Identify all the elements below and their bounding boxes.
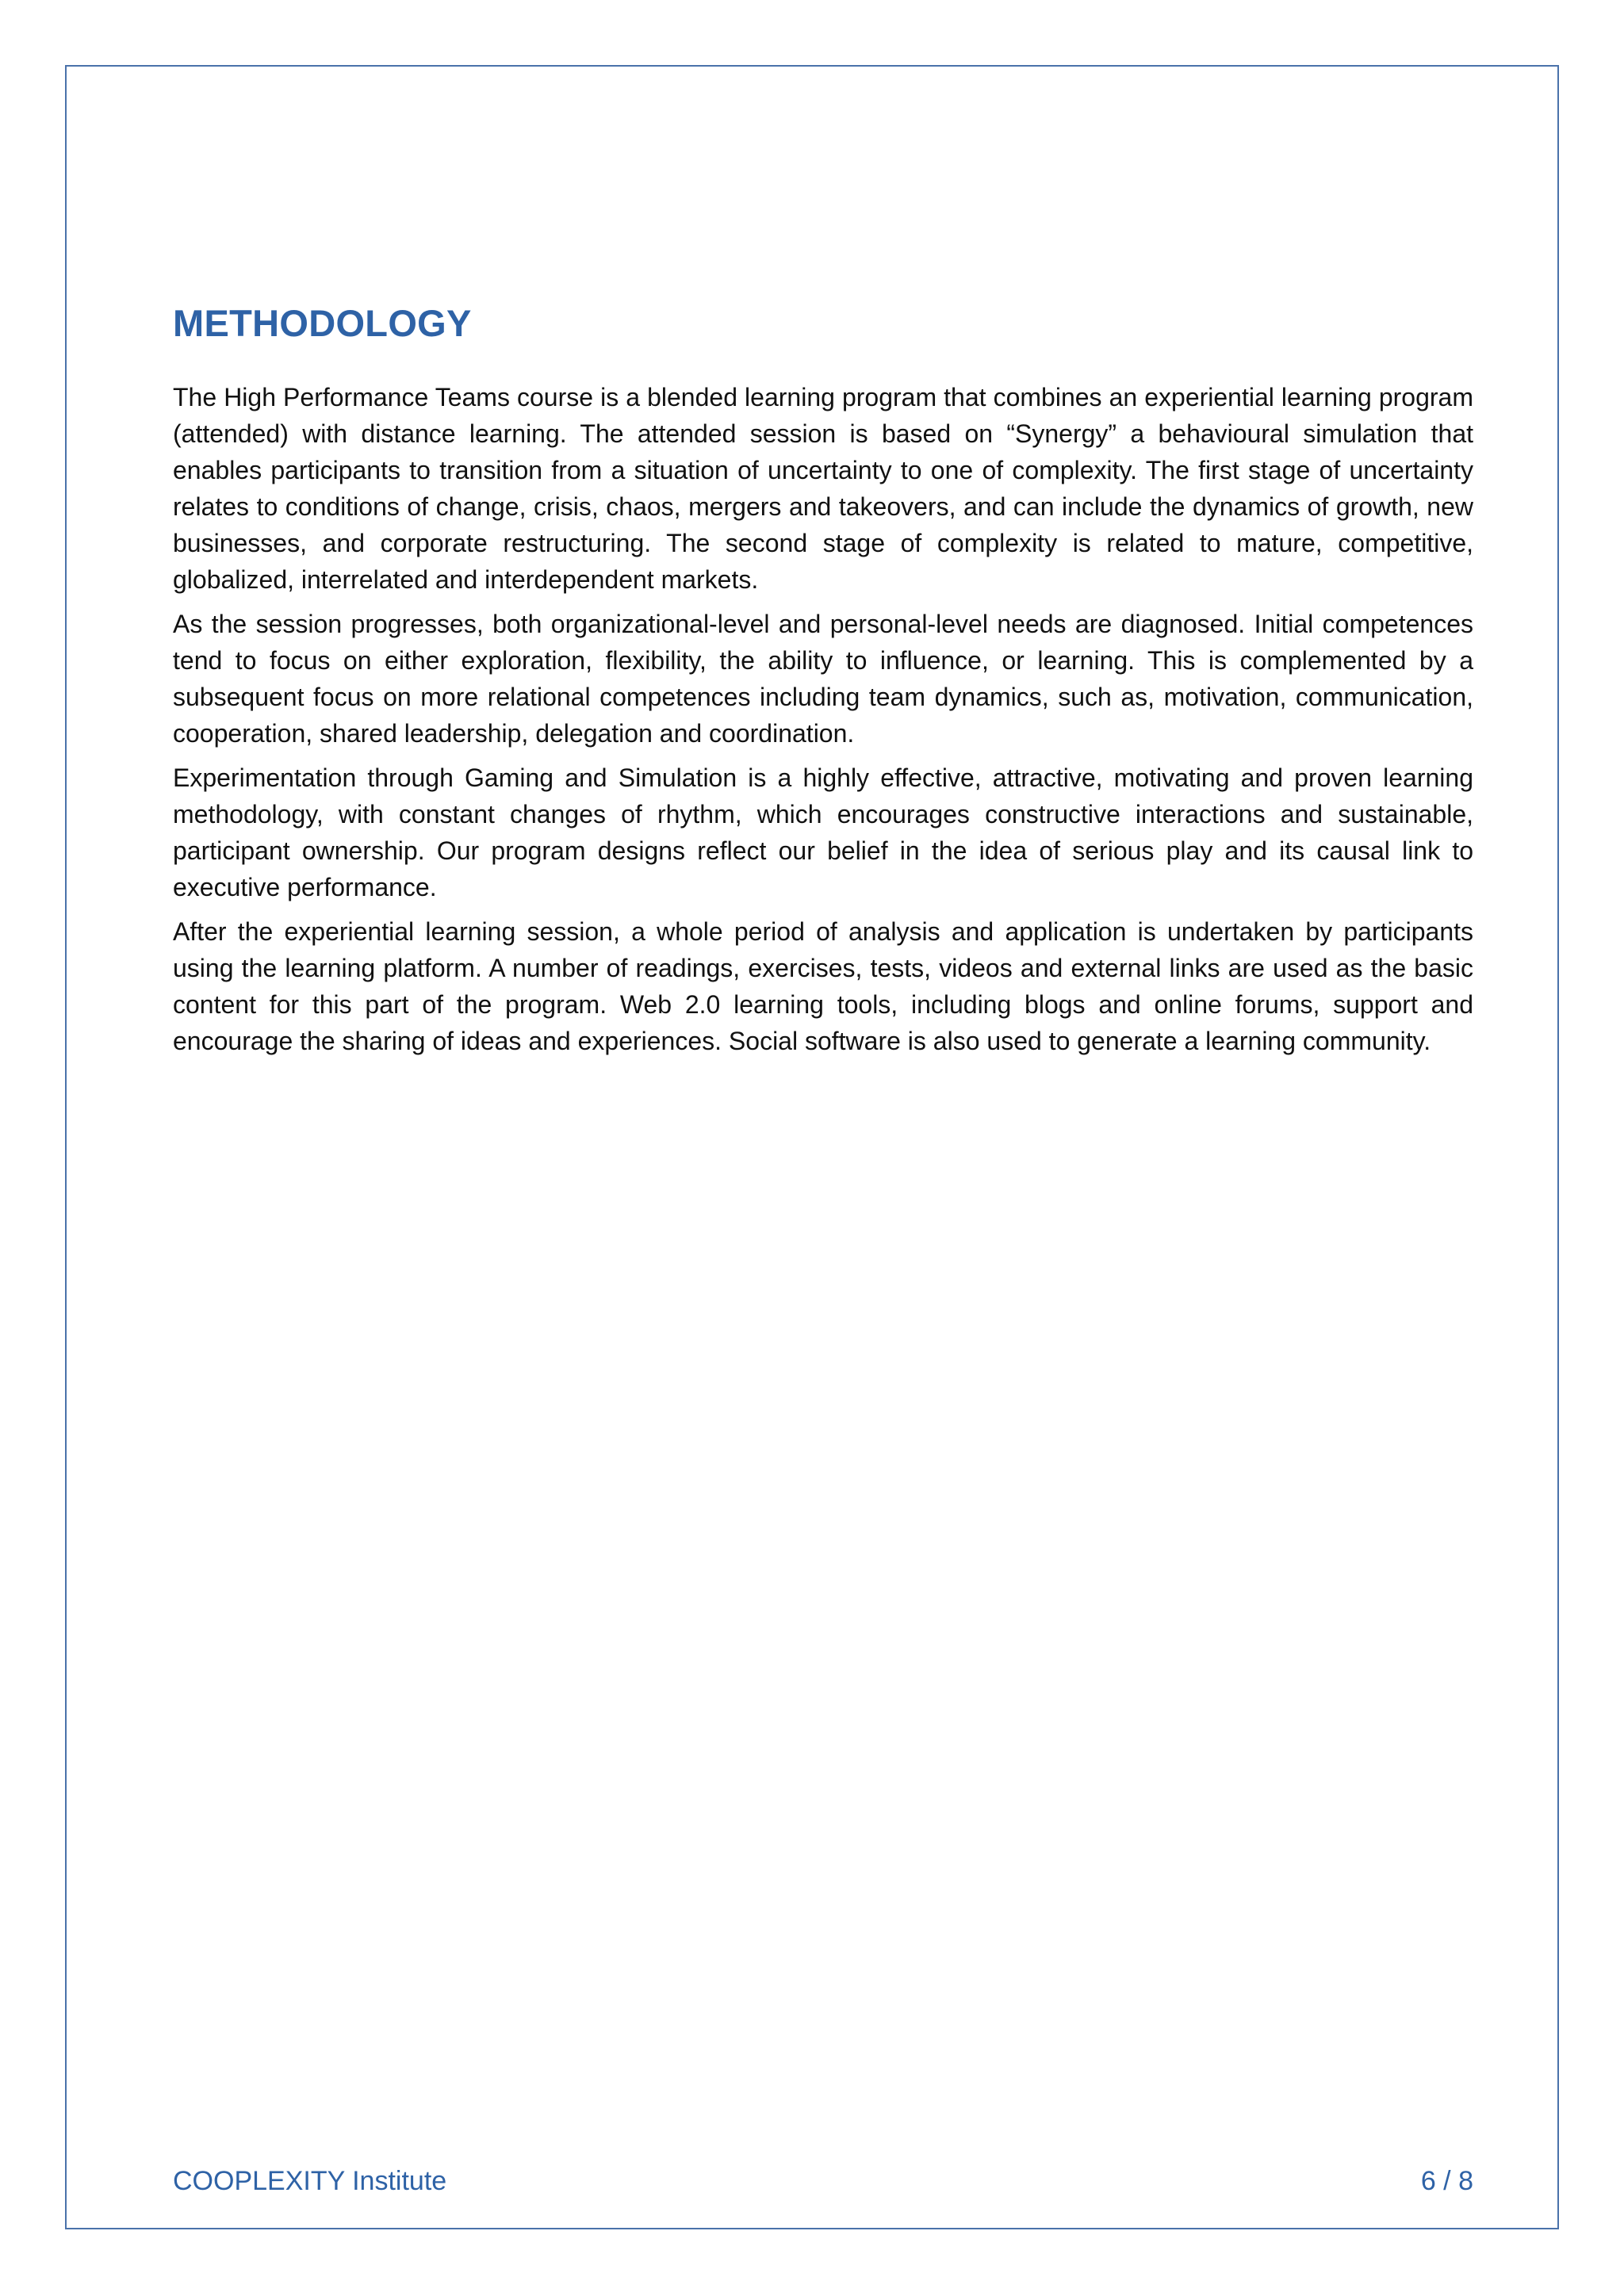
paragraph-3: Experimentation through Gaming and Simulation is a highly effective, attractive, motivating and proven learning methodology, with constant changes of rhythm, which encourages constructive interactions and sustainable, participant ownership. Our program designs reflect our belief in the idea of serious play and its causal link to executive performance. bbox=[173, 763, 1473, 901]
document-body bbox=[173, 301, 1473, 1067]
paragraph-1: The High Performance Teams course is a blended learning program that combines an experiential learning program (attended) with distance learning. The attended session is based on “Synergy” a behavioural simulation that enables participants to transition from a situation of uncertainty to one of complexity. The first stage of uncertainty relates to conditions of change, crisis, chaos, mergers and takeovers, and can include the dynamics of growth, new businesses, and corporate restructuring. The second stage of complexity is related to mature, competitive, globalized, interrelated and interdependent markets. bbox=[173, 383, 1473, 594]
paragraph-4: After the experiential learning session, a whole period of analysis and application is undertaken by participants using the learning platform. A number of readings, exercises, tests, videos and external links are used as the basic content for this part of the program. Web 2.0 learning tools, including blogs and online forums, support and encourage the sharing of ideas and experiences. Social software is also used to generate a learning community. bbox=[173, 917, 1473, 1055]
footer-page-number: 6 / 8 bbox=[1420, 2166, 1473, 2196]
paragraph-2: As the session progresses, both organizational-level and personal-level needs are diagnosed. Initial competences tend to focus on either exploration, flexibility, the ability to influence, or learning. This is complemented by a subsequent focus on more relational competences including team dynamics, such as, motivation, communication, cooperation, shared leadership, delegation and coordination. bbox=[173, 610, 1473, 748]
section-heading: METHODOLOGY bbox=[173, 302, 472, 344]
footer-organization: COOPLEXITY Institute bbox=[173, 2166, 447, 2196]
